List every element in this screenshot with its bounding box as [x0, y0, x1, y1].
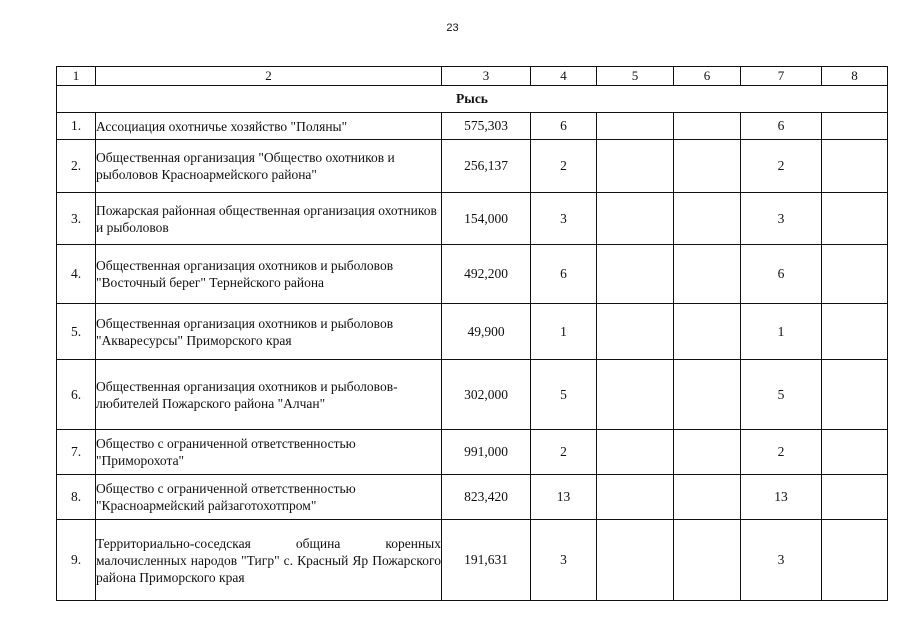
col5-value	[597, 360, 674, 430]
table-row	[57, 360, 888, 430]
col7-value: 6	[741, 113, 822, 140]
col8-value	[822, 113, 888, 140]
col7-value: 2	[741, 140, 822, 193]
organization-name: Ассоциация охотничье хозяйство "Поляны"	[96, 113, 442, 140]
col6-value	[674, 140, 741, 193]
col5-value	[597, 140, 674, 193]
col5-value	[597, 520, 674, 601]
col5-value	[597, 245, 674, 304]
column-header: 4	[531, 67, 597, 86]
area-value: 492,200	[442, 245, 531, 304]
col5-value	[597, 113, 674, 140]
col8-value	[822, 520, 888, 601]
area-value: 575,303	[442, 113, 531, 140]
col7-value: 13	[741, 475, 822, 520]
section-title: Рысь	[57, 86, 888, 113]
col6-value	[674, 360, 741, 430]
row-number: 5.	[57, 304, 96, 360]
col4-value: 2	[531, 430, 597, 475]
table-row	[57, 193, 888, 245]
column-header-row	[57, 67, 888, 86]
table-row	[57, 113, 888, 140]
organization-name: Общественная организация "Общество охотников и рыболовов Красноармейского района"	[96, 140, 442, 193]
area-value: 49,900	[442, 304, 531, 360]
col6-value	[674, 193, 741, 245]
col6-value	[674, 113, 741, 140]
area-value: 154,000	[442, 193, 531, 245]
table-row	[57, 520, 888, 601]
organization-name: Пожарская районная общественная организация охотников и рыболовов	[96, 193, 442, 245]
table-row	[57, 245, 888, 304]
col5-value	[597, 430, 674, 475]
col8-value	[822, 304, 888, 360]
organization-name: Общественная организация охотников и рыболовов "Восточный берег" Тернейского района	[96, 245, 442, 304]
col4-value: 2	[531, 140, 597, 193]
col7-value: 5	[741, 360, 822, 430]
col8-value	[822, 360, 888, 430]
column-header: 6	[674, 67, 741, 86]
table-row	[57, 430, 888, 475]
organization-name: Общество с ограниченной ответственностью "Приморохота"	[96, 430, 442, 475]
col8-value	[822, 193, 888, 245]
organization-name: Территориально-соседская община коренных малочисленных народов "Тигр" с. Красный Яр Пожарского района Приморского края	[96, 520, 442, 601]
row-number: 4.	[57, 245, 96, 304]
table-row	[57, 304, 888, 360]
col4-value: 13	[531, 475, 597, 520]
col8-value	[822, 245, 888, 304]
col6-value	[674, 475, 741, 520]
col4-value: 1	[531, 304, 597, 360]
col4-value: 5	[531, 360, 597, 430]
page-number: 23	[446, 22, 459, 34]
col7-value: 1	[741, 304, 822, 360]
organization-name: Общественная организация охотников и рыболовов-любителей Пожарского района "Алчан"	[96, 360, 442, 430]
area-value: 823,420	[442, 475, 531, 520]
col5-value	[597, 475, 674, 520]
col7-value: 2	[741, 430, 822, 475]
area-value: 991,000	[442, 430, 531, 475]
table-row	[57, 475, 888, 520]
col4-value: 6	[531, 113, 597, 140]
row-number: 1.	[57, 113, 96, 140]
area-value: 302,000	[442, 360, 531, 430]
area-value: 191,631	[442, 520, 531, 601]
column-header: 1	[57, 67, 96, 86]
column-header: 8	[822, 67, 888, 86]
organization-name: Общественная организация охотников и рыболовов "Акваресурсы" Приморского края	[96, 304, 442, 360]
col5-value	[597, 304, 674, 360]
column-header: 5	[597, 67, 674, 86]
row-number: 6.	[57, 360, 96, 430]
col8-value	[822, 430, 888, 475]
column-header: 2	[96, 67, 442, 86]
area-value: 256,137	[442, 140, 531, 193]
col6-value	[674, 245, 741, 304]
col6-value	[674, 430, 741, 475]
col4-value: 3	[531, 520, 597, 601]
col8-value	[822, 140, 888, 193]
column-header: 7	[741, 67, 822, 86]
col6-value	[674, 520, 741, 601]
col5-value	[597, 193, 674, 245]
organization-name: Общество с ограниченной ответственностью "Красноармейский райзаготохотпром"	[96, 475, 442, 520]
section-row	[57, 86, 888, 113]
column-header: 3	[442, 67, 531, 86]
col8-value	[822, 475, 888, 520]
col7-value: 6	[741, 245, 822, 304]
row-number: 2.	[57, 140, 96, 193]
col4-value: 3	[531, 193, 597, 245]
row-number: 3.	[57, 193, 96, 245]
col7-value: 3	[741, 520, 822, 601]
table-row	[57, 140, 888, 193]
hunting-quota-table	[56, 66, 888, 601]
col4-value: 6	[531, 245, 597, 304]
row-number: 8.	[57, 475, 96, 520]
col7-value: 3	[741, 193, 822, 245]
col6-value	[674, 304, 741, 360]
row-number: 9.	[57, 520, 96, 601]
row-number: 7.	[57, 430, 96, 475]
